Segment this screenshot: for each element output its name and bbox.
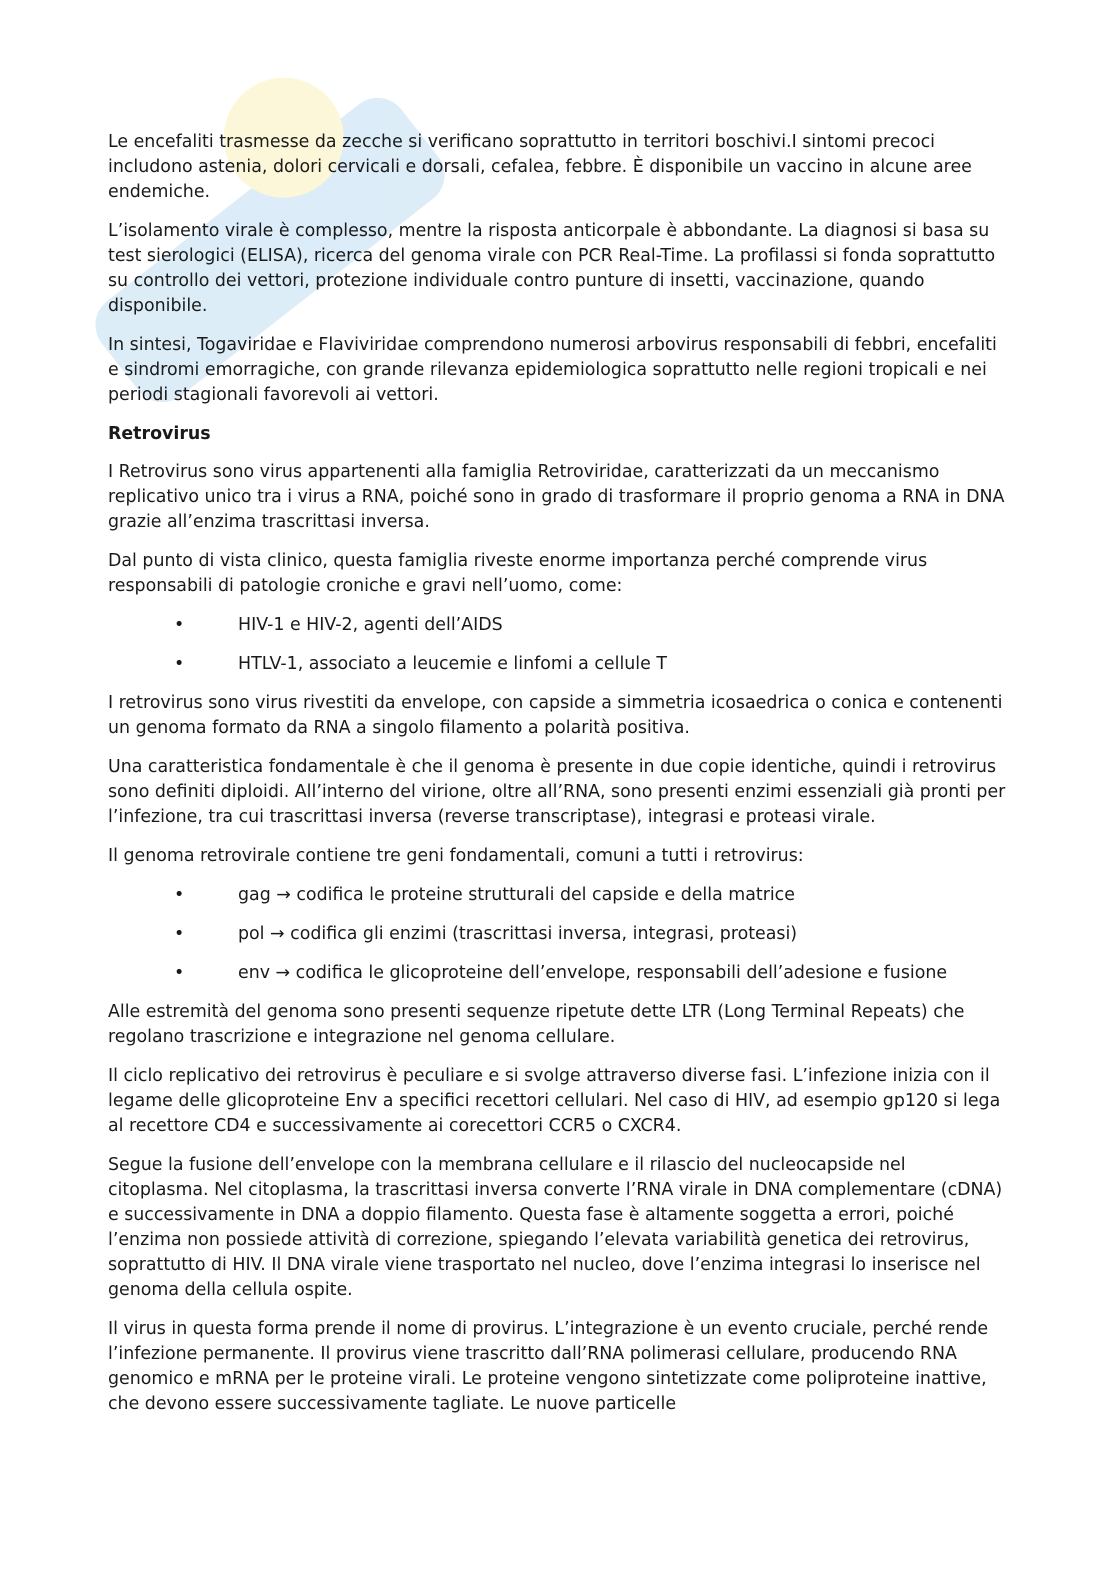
bullet-icon: • (174, 924, 185, 944)
document-page (108, 130, 1008, 1431)
bullet-icon: • (174, 654, 185, 674)
paragraph: Il genoma retrovirale contiene tre geni fondamentali, comuni a tutti i retrovirus: (108, 846, 804, 866)
paragraph: Il virus in questa forma prende il nome di provirus. L’integrazione è un evento cruciale, perché rende l’infezione permanente. Il provirus viene trascritto dall’RNA polimerasi cellulare, producendo RNA genomico e mRNA per le proteine virali. Le proteine vengono sintetizzate come poliproteine inattive, che devono essere successivamente tagliate. Le nuove particelle (108, 1319, 989, 1414)
gene-list (108, 883, 1008, 986)
bullet-icon: • (174, 963, 185, 983)
paragraph: I Retrovirus sono virus appartenenti alla famiglia Retroviridae, caratterizzati da un meccanismo replicativo unico tra i virus a RNA, poiché sono in grado di trasformare il proprio genoma a RNA in DNA grazie all’enzima trascrittasi inversa. (108, 462, 1005, 532)
paragraph: Una caratteristica fondamentale è che il genoma è presente in due copie identiche, quindi i retrovirus sono definiti diploidi. All’interno del virione, oltre all’RNA, sono presenti enzimi essenziali già pronti per l’infezione, tra cui trascrittasi inversa (reverse transcriptase), integrasi e proteasi virale. (108, 757, 1006, 827)
bullet-icon: • (174, 615, 185, 635)
paragraph: I retrovirus sono virus rivestiti da envelope, con capside a simmetria icosaedrica o conica e contenenti un genoma formato da RNA a singolo filamento a polarità positiva. (108, 693, 1003, 738)
paragraph: L’isolamento virale è complesso, mentre la risposta anticorpale è abbondante. La diagnosi si basa su test sierologici (ELISA), ricerca del genoma virale con PCR Real-Time. La profilassi si fonda soprattutto su controllo dei vettori, protezione individuale contro punture di insetti, vaccinazione, quando disponibile. (108, 221, 996, 316)
paragraph: In sintesi, Togaviridae e Flaviviridae comprendono numerosi arbovirus responsabili di febbri, encefaliti e sindromi emorragiche, con grande rilevanza epidemiologica soprattutto nelle regioni tropicali e nei periodi stagionali favorevoli ai vettori. (108, 335, 997, 405)
virus-list (108, 613, 1008, 677)
list-item: • pol → codifica gli enzimi (trascrittasi inversa, integrasi, proteasi) (108, 922, 1008, 947)
paragraph: Segue la fusione dell’envelope con la membrana cellulare e il rilascio del nucleocapside nel citoplasma. Nel citoplasma, la trascrittasi inversa converte l’RNA virale in DNA complementare (cDNA) e successivamente in DNA a doppio filamento. Questa fase è altamente soggetta a errori, poiché l’enzima non possiede attività di correzione, spiegando l’elevata variabilità genetica dei retrovirus, soprattutto di HIV. Il DNA virale viene trasportato nel nucleo, dove l’enzima integrasi lo inserisce nel genoma della cellula ospite. (108, 1155, 1003, 1300)
paragraph: Dal punto di vista clinico, questa famiglia riveste enorme importanza perché comprende virus responsabili di patologie croniche e gravi nell’uomo, come: (108, 551, 928, 596)
list-item: • env → codifica le glicoproteine dell’envelope, responsabili dell’adesione e fusione (108, 961, 1008, 986)
bullet-icon: • (174, 885, 185, 905)
paragraph: Le encefaliti trasmesse da zecche si verificano soprattutto in territori boschivi.I sintomi precoci includono astenia, dolori cervicali e dorsali, cefalea, febbre. È disponibile un vaccino in alcune aree endemiche. (108, 132, 972, 202)
section-heading: Retrovirus (108, 424, 211, 444)
list-item: • HIV-1 e HIV-2, agenti dell’AIDS (108, 613, 1008, 638)
paragraph: Alle estremità del genoma sono presenti sequenze ripetute dette LTR (Long Terminal Repeats) che regolano trascrizione e integrazione nel genoma cellulare. (108, 1002, 965, 1047)
list-item: • gag → codifica le proteine strutturali del capside e della matrice (108, 883, 1008, 908)
paragraph: Il ciclo replicativo dei retrovirus è peculiare e si svolge attraverso diverse fasi. L’infezione inizia con il legame delle glicoproteine Env a specifici recettori cellulari. Nel caso di HIV, ad esempio gp120 si lega al recettore CD4 e successivamente ai corecettori CCR5 o CXCR4. (108, 1066, 1001, 1136)
list-item: • HTLV-1, associato a leucemie e linfomi a cellule T (108, 652, 1008, 677)
